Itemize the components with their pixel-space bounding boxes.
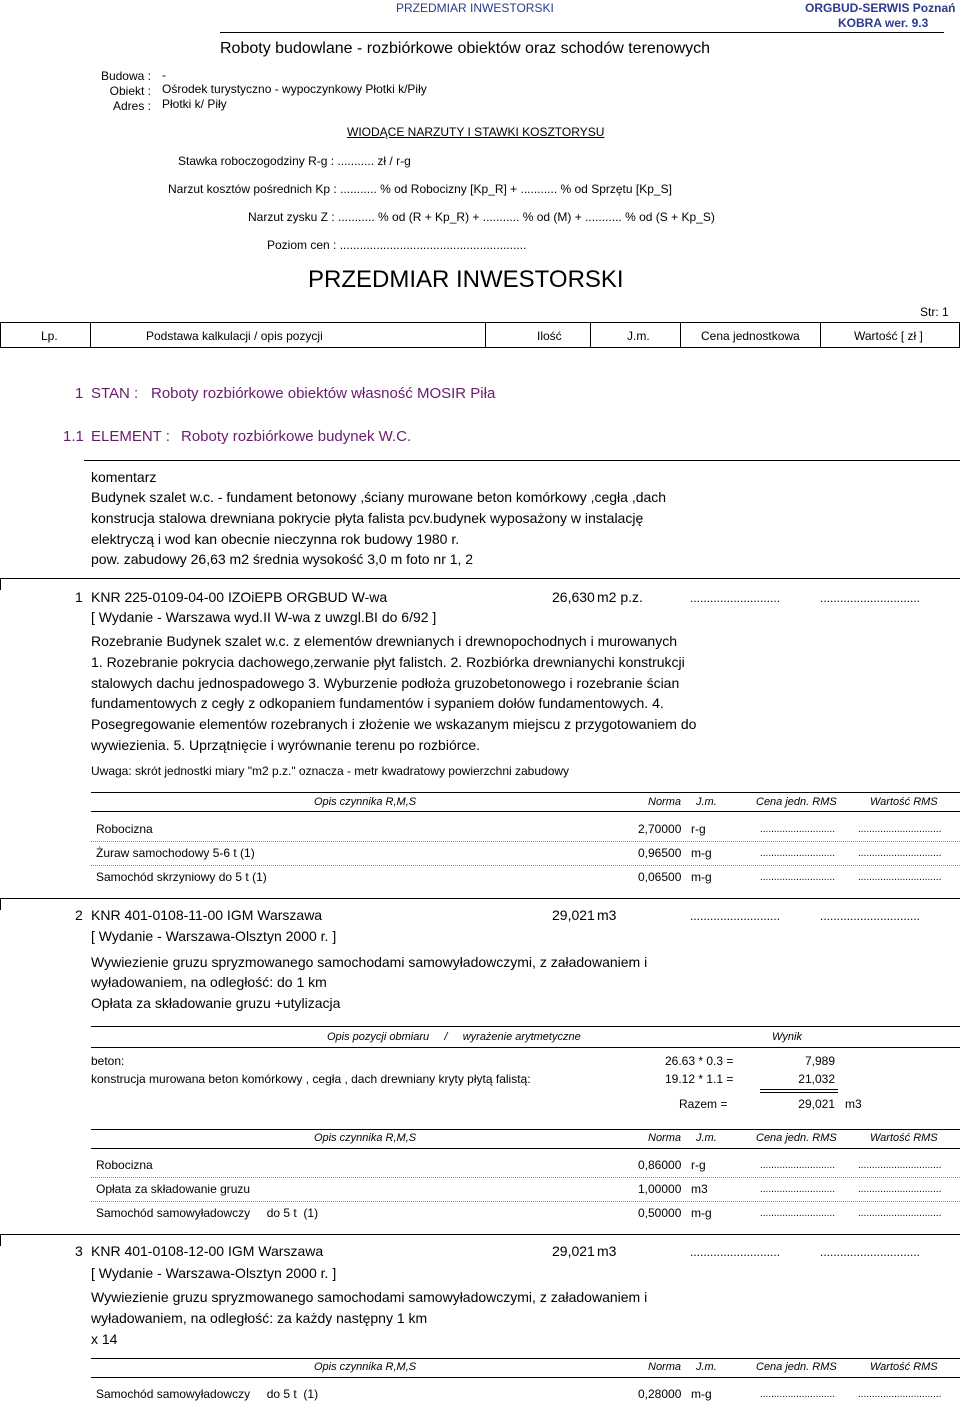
rms-row-opis: Samochód skrzyniowy do 5 t (1) (96, 870, 267, 884)
item2-desc-line: Wywiezienie gruzu spryzmowanego samochodami samowyładowczymi, z załadowaniem i (91, 954, 648, 970)
rms-col-norma: Norma (648, 1132, 682, 1144)
col-jm: J.m. (627, 329, 650, 343)
obmiar-row-expr: 19.12 * 1.1 = (665, 1072, 734, 1086)
rms-row-norma: 2,70000 (638, 822, 682, 836)
col-wartosc: Wartość [ zł ] (854, 329, 923, 343)
item1-uwaga: Uwaga: skrót jednostki miary "m2 p.z." oznacza - metr kwadratowy powierzchni zabudowy (91, 764, 570, 778)
rms-row-rule (91, 865, 960, 866)
columns-bottom-rule (0, 347, 960, 348)
stan-label: STAN : (91, 385, 139, 402)
item2-unit: m3 (597, 907, 617, 923)
col-sep-4 (590, 322, 591, 347)
obmiar-row-wynik: 7,989 (804, 1054, 835, 1068)
rms-row-rule (91, 841, 960, 842)
rate-z: Narzut zysku Z : ........... % od (R + Kp_R) + ........... % od (M) + ........... % od (S + Kp_S) (248, 210, 715, 224)
komentarz-top-rule (84, 460, 960, 461)
doc-title: Roboty budowlane - rozbiórkowe obiektów oraz schodów terenowych (220, 40, 711, 57)
komentarz-line: elektryczą i wod kan obecnie nieczynna rok budowy 1980 r. (91, 531, 460, 547)
rms-row-jm: r-g (691, 1158, 706, 1172)
rms-col-wartosc: Wartość RMS (870, 1361, 938, 1373)
item2-wartosc-dots: .............................. (820, 909, 921, 923)
obmiar-row-expr: 26.63 * 0.3 = (665, 1054, 734, 1068)
item2-desc-line: Opłata za składowanie gruzu +utylizacja (91, 995, 341, 1011)
rms-row-opis: Samochód samowyładowczy do 5 t (1) (96, 1387, 319, 1401)
rms-row-wartosc-dots: .............................. (858, 1160, 942, 1171)
item1-desc-line: wywiezienia. 5. Uprzątnięcie i wyrównanie terenu po rozbiórce. (91, 737, 481, 753)
rms-row-opis: Opłata za składowanie gruzu (96, 1182, 251, 1196)
item1-desc-line: 1. Rozebranie pokrycia dachowego,zerwanie płyt falistch. 2. Rozbiórka drewnianychi konstrukcji (91, 654, 685, 670)
rms-row-norma: 0,28000 (638, 1387, 682, 1401)
rms-col-cena: Cena jedn. RMS (756, 1132, 837, 1144)
page-number: Str: 1 (920, 305, 949, 319)
rms-col-opis: Opis czynnika R,M,S (314, 796, 417, 808)
col-sep-3 (485, 322, 486, 347)
columns-top-rule (0, 322, 960, 323)
rates-heading: WIODĄCE NARZUTY I STAWKI KOSZTORYSU (347, 125, 605, 139)
item3-desc-line: Wywiezienie gruzu spryzmowanego samochodami samowyładowczymi, z załadowaniem i (91, 1289, 648, 1305)
element-num: 1.1 (63, 428, 84, 445)
item2-num: 2 (75, 907, 83, 923)
col-sep-6 (820, 322, 821, 347)
komentarz-line: Budynek szalet w.c. - fundament betonowy ,ściany murowane beton komórkowy ,cegła ,dach (91, 489, 667, 505)
rms-row-wartosc-dots: .............................. (858, 872, 942, 883)
item3-desc-line: wyładowaniem, na odległość: za każdy następny 1 km (91, 1310, 428, 1326)
item1-qty: 26,630 (552, 589, 595, 605)
item1-wartosc-dots: .............................. (820, 591, 921, 605)
obiekt-label: Obiekt : (109, 84, 151, 98)
rms-row-norma: 1,00000 (638, 1182, 682, 1196)
item1-unit: m2 p.z. (597, 589, 643, 605)
obmiar-row-wynik: 21,032 (798, 1072, 835, 1086)
rms-row-jm: m-g (691, 846, 712, 860)
item3-top-rule (0, 1234, 960, 1235)
item3-unit: m3 (597, 1243, 617, 1259)
obmiar-row-opis: konstrucja murowana beton komórkowy , cegła , dach drewniany kryty płytą falistą: (91, 1072, 531, 1086)
rms-row-cena-dots: ........................... (760, 1389, 836, 1400)
col-sep-2 (90, 322, 91, 347)
rms-col-cena: Cena jedn. RMS (756, 1361, 837, 1373)
item1-rms-top-rule (91, 792, 960, 793)
item2-knr: KNR 401-0108-11-00 IGM Warszawa (91, 907, 323, 923)
rms-col-opis: Opis czynnika R,M,S (314, 1361, 417, 1373)
obiekt-value: Ośrodek turystyczno - wypoczynkowy Płotki k/Piły (162, 82, 427, 96)
item2-rms-bottom-rule (91, 1148, 960, 1149)
rms-row-jm: m3 (691, 1182, 708, 1196)
rms-col-jm: J.m. (696, 1361, 717, 1373)
item1-top-rule (0, 578, 960, 579)
rms-row-wartosc-dots: .............................. (858, 1389, 942, 1400)
col-podstawa: Podstawa kalkulacji / opis pozycji (146, 329, 323, 343)
budowa-value: - (162, 68, 166, 82)
rms-row-cena-dots: ........................... (760, 1184, 836, 1195)
rms-row-wartosc-dots: .............................. (858, 1184, 942, 1195)
rms-col-cena: Cena jedn. RMS (756, 796, 837, 808)
rms-row-jm: m-g (691, 1206, 712, 1220)
rms-row-jm: m-g (691, 870, 712, 884)
rms-row-rule (91, 1177, 960, 1178)
rms-row-jm: m-g (691, 1387, 712, 1401)
obmiar-col-wynik: Wynik (772, 1031, 802, 1043)
obmiar-row-opis: beton: (91, 1054, 125, 1068)
komentarz-line: konstrucja stalowa drewniana pokrycie płyta falista pcv.budynek wyposażony w instalację (91, 510, 644, 526)
rate-kp: Narzut kosztów pośrednich Kp : ........... % od Robocizny [Kp_R] + ........... % od Sprzętu [Kp_S] (168, 182, 672, 196)
item1-desc-line: Posegregowanie elementów rozebranych i złożenie we wskazanym miejscu z przygotowaniem do (91, 716, 697, 732)
adres-value: Płotki k/ Piły (162, 97, 227, 111)
rms-row-norma: 0,96500 (638, 846, 682, 860)
item2-qty: 29,021 (552, 907, 595, 923)
razem-rule (760, 1089, 838, 1090)
item2-desc-line: wyładowaniem, na odległość: do 1 km (91, 974, 327, 990)
item1-desc-line: fundamentowych z cegły z odkopaniem fundamentów i sypaniem dołów fundamentowych. 4. (91, 695, 664, 711)
item3-wydanie: [ Wydanie - Warszawa-Olsztyn 2000 r. ] (91, 1265, 337, 1281)
col-cena: Cena jednostkowa (701, 329, 800, 343)
header-rule (220, 32, 944, 33)
rms-col-jm: J.m. (696, 796, 717, 808)
item3-rms-top-rule (91, 1358, 960, 1359)
item3-cena-dots: ........................... (690, 1245, 781, 1259)
item1-wydanie: [ Wydanie - Warszawa wyd.II W-wa z uwzgl.BI do 6/92 ] (91, 609, 437, 625)
budowa-label: Budowa : (100, 69, 151, 83)
rms-row-cena-dots: ........................... (760, 848, 836, 859)
element-label: ELEMENT : (91, 428, 170, 445)
rms-row-opis: Żuraw samochodowy 5-6 t (1) (96, 846, 255, 860)
item1-num: 1 (75, 589, 83, 605)
item3-desc-line: x 14 (91, 1331, 118, 1347)
item1-desc-line: Rozebranie Budynek szalet w.c. z elementów drewnianych i drewnopochodnych i murowanych (91, 633, 677, 649)
obmiar-top-rule (91, 1026, 960, 1027)
razem-value: 29,021 (798, 1097, 835, 1111)
item1-knr: KNR 225-0109-04-00 IZOiEPB ORGBUD W-wa (91, 589, 388, 605)
rms-row-norma: 0,50000 (638, 1206, 682, 1220)
item3-knr: KNR 401-0108-12-00 IGM Warszawa (91, 1243, 324, 1259)
rate-poziom: Poziom cen : ........................................................ (267, 238, 527, 252)
adres-label: Adres : (112, 99, 151, 113)
rms-row-opis: Robocizna (96, 822, 153, 836)
obmiar-col-opis: Opis pozycji obmiaru / wyrażenie arytmetyczne (327, 1031, 581, 1043)
komentarz-line: pow. zabudowy 26,63 m2 średnia wysokość 3,0 m foto nr 1, 2 (91, 551, 474, 567)
item1-left-border (0, 578, 1, 590)
item3-qty: 29,021 (552, 1243, 595, 1259)
element-text: Roboty rozbiórkowe budynek W.C. (181, 428, 412, 445)
item2-cena-dots: ........................... (690, 909, 781, 923)
header-version: KOBRA wer. 9.3 (838, 16, 929, 30)
item3-wartosc-dots: .............................. (820, 1245, 921, 1259)
rms-row-wartosc-dots: .............................. (858, 824, 942, 835)
rms-col-norma: Norma (648, 1361, 682, 1373)
item3-rms-bottom-rule (91, 1377, 960, 1378)
col-ilosc: Ilość (537, 329, 562, 343)
obmiar-bottom-rule (91, 1047, 960, 1048)
rms-col-wartosc: Wartość RMS (870, 1132, 938, 1144)
item2-top-rule (0, 898, 960, 899)
rms-row-opis: Robocizna (96, 1158, 153, 1172)
razem-rule-2 (760, 1092, 838, 1093)
razem-unit: m3 (845, 1097, 862, 1111)
item1-rms-bottom-rule (91, 811, 960, 812)
col-lp: Lp. (41, 329, 58, 343)
rate-stawka: Stawka roboczogodziny R-g : ........... zł / r-g (178, 154, 411, 168)
item2-left-border (0, 898, 1, 910)
rms-row-wartosc-dots: .............................. (858, 848, 942, 859)
header-company: ORGBUD-SERWIS Poznań (805, 1, 956, 15)
item3-left-border (0, 1234, 1, 1246)
col-sep-5 (680, 322, 681, 347)
komentarz-title: komentarz (91, 469, 157, 485)
rms-row-jm: r-g (691, 822, 706, 836)
stan-num: 1 (75, 385, 84, 402)
razem-label: Razem = (679, 1097, 728, 1111)
rms-row-cena-dots: ........................... (760, 872, 836, 883)
item1-cena-dots: ........................... (690, 591, 781, 605)
stan-text: Roboty rozbiórkowe obiektów własność MOSIR Piła (151, 385, 496, 402)
rms-row-rule (91, 1201, 960, 1202)
rms-col-opis: Opis czynnika R,M,S (314, 1132, 417, 1144)
rms-row-cena-dots: ........................... (760, 1208, 836, 1219)
header-center-title: PRZEDMIAR INWESTORSKI (396, 1, 554, 15)
item2-rms-top-rule (91, 1129, 960, 1130)
main-title: PRZEDMIAR INWESTORSKI (308, 266, 624, 293)
rms-row-norma: 0,06500 (638, 870, 682, 884)
rms-row-norma: 0,86000 (638, 1158, 682, 1172)
rms-col-wartosc: Wartość RMS (870, 796, 938, 808)
item3-num: 3 (75, 1243, 83, 1259)
col-sep-1 (0, 322, 1, 347)
rms-row-cena-dots: ........................... (760, 1160, 836, 1171)
rms-row-cena-dots: ........................... (760, 824, 836, 835)
item2-wydanie: [ Wydanie - Warszawa-Olsztyn 2000 r. ] (91, 928, 337, 944)
rms-row-opis: Samochód samowyładowczy do 5 t (1) (96, 1206, 319, 1220)
item1-desc-line: stalowych dachu jednospadowego 3. Wyburzenie podłoża gruzobetonowego i rozebranie ścian (91, 675, 680, 691)
rms-row-wartosc-dots: .............................. (858, 1208, 942, 1219)
rms-col-jm: J.m. (696, 1132, 717, 1144)
rms-col-norma: Norma (648, 796, 682, 808)
